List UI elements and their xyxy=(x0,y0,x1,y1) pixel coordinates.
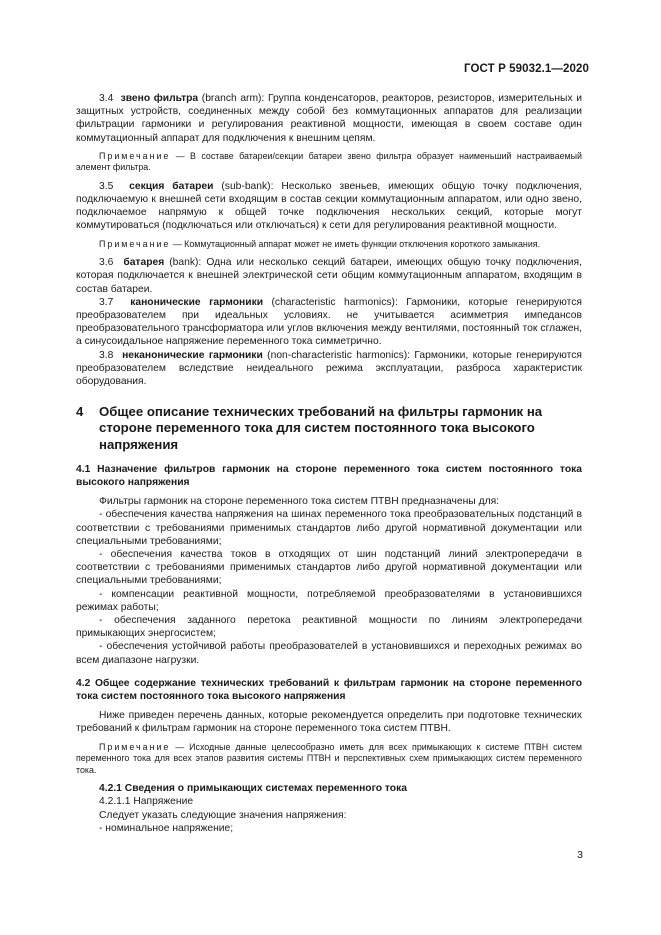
list-item: - обеспечения качества напряжения на шинах переменного тока преобразовательных подстанций в соответствии с требованиями применимых стандартов либо другой нормативной документации или специальными требованиями; xyxy=(76,509,582,547)
list-item: - номинальное напряжение; xyxy=(99,822,234,834)
term-name: секция батареи xyxy=(129,180,214,192)
term-3-6 xyxy=(76,256,582,296)
note-2 xyxy=(76,239,582,251)
term-name: батарея xyxy=(123,257,165,269)
list-item: - обеспечения устойчивой работы преобразователей в установившихся и переходных режимах во всем диапазоне нагрузки. xyxy=(76,641,582,666)
section-4-1-intro: Фильтры гармоник на стороне переменного тока систем ПТВН предназначены для: xyxy=(99,496,500,508)
term-3-8 xyxy=(76,349,582,389)
note-3 xyxy=(76,742,582,777)
section-title: Общее описание технических требований на фильтры гармоник на стороне переменного тока для систем постоянного тока высокого напряжения xyxy=(99,404,543,452)
section-4-2-heading: 4.2 Общее содержание технических требований к фильтрам гармоник на стороне переменного тока систем постоянного тока высокого напряжения xyxy=(76,677,582,703)
section-4-1-heading: 4.1 Назначение фильтров гармоник на стороне переменного тока систем постоянного тока высокого напряжения xyxy=(76,463,582,488)
note-text: — Исходные данные целесообразно иметь для всех примыкающих к системе ПТВН систем переменного тока для всех этапов развития системы ПТВН и перспективных схем примыкающих систем переменного тока. xyxy=(76,741,582,775)
term-definition: Гармоники, которые генерируются преобразователем при идеальных условиях. не учитывается асимметрия импедансов преобразовательного трансформатора или углов включения между вентилями, постоянный ток сглажен, а синусоидальное напряжение переменного тока симметрично. xyxy=(76,296,582,348)
term-number: 3.7 xyxy=(99,296,114,308)
section-4-2-1-1-heading: 4.2.1.1 Напряжение xyxy=(99,796,194,808)
term-english: (branch arm): xyxy=(201,93,265,104)
term-definition: Гармоники, которые генерируются преобразователем вследствие неидеального режима эксплуатации, разброса характеристик оборудования. xyxy=(76,349,582,387)
list-item: - обеспечения заданного перетока реактивной мощности по линиям электропередачи примыкающих энергосистем; xyxy=(76,615,582,640)
section-4-2-1-heading: 4.2.1 Сведения о примыкающих системах переменного тока xyxy=(99,783,407,795)
term-name: неканонические гармоники xyxy=(122,349,263,361)
term-english: (sub-bank): xyxy=(221,180,274,192)
term-3-5 xyxy=(76,180,582,233)
section-4-heading xyxy=(76,404,582,453)
note-1 xyxy=(76,151,582,174)
term-definition: Группа конденсаторов, реакторов, резисторов, измерительных и защитных устройств, соединенных между собой без коммутационных аппаратов для реализации фильтрации гармоники и регулирования реактивной мощности, имеющая в своем составе один коммутационный аппарат для подключения к внешним цепям. xyxy=(76,93,582,144)
term-number: 3.8 xyxy=(99,349,114,361)
term-number: 3.4 xyxy=(99,93,114,104)
term-number: 3.6 xyxy=(99,257,114,269)
page-number: 3 xyxy=(577,849,583,861)
list-item: - компенсации реактивной мощности, потребляемой преобразователями в установившихся режимах работы; xyxy=(76,588,582,613)
section-4-2-text: Ниже приведен перечень данных, которые рекомендуется определить при подготовке технических требований к фильтрам гармоник на стороне переменного тока систем ПТВН. xyxy=(76,710,582,735)
term-name: канонические гармоники xyxy=(130,296,264,308)
note-label: Примечание xyxy=(99,238,171,249)
note-text: — В составе батареи/секции батареи звено фильтра образует наименьший настраиваемый элемент фильтра. xyxy=(76,150,582,173)
page-content xyxy=(76,92,582,835)
term-number: 3.5 xyxy=(99,180,114,192)
note-label: Примечание xyxy=(99,741,171,752)
term-english: (characteristic harmonics): xyxy=(271,296,398,308)
term-3-7 xyxy=(76,296,582,349)
section-4-2-1-1-text: Следует указать следующие значения напряжения: xyxy=(99,809,347,821)
term-english: (non-characteristic harmonics): xyxy=(267,349,411,361)
term-definition: Несколько звеньев, имеющих общую точку подключения, подключаемую к внешней сети входящим в состав секции коммутационным аппаратом, или одно звено, подключаемое напрямую к общей точке подключения нескольких секций, которые могут коммутироваться (подключаться или отключаться) к сети для регулирования реактивной мощности. xyxy=(76,180,582,232)
term-definition: Одна или несколько секций батареи, имеющих общую точку подключения, которая подключается к внешней электрической сети общим коммутационным аппаратом, входящим в состав батареи. xyxy=(76,257,582,295)
term-name: звено фильтра xyxy=(120,93,199,104)
document-id-header: ГОСТ Р 59032.1—2020 xyxy=(464,63,589,75)
term-3-4 xyxy=(76,92,582,145)
note-text: — Коммутационный аппарат может не иметь функции отключения короткого замыкания. xyxy=(170,238,541,249)
section-number: 4 xyxy=(76,404,84,420)
note-label: Примечание xyxy=(99,150,171,161)
term-english: (bank): xyxy=(169,257,202,269)
list-item: - обеспечения качества токов в отходящих от шин подстанций линий электропередачи в соответствии с требованиями применимых стандартов либо другой нормативной документации или специальными требованиями; xyxy=(76,548,582,587)
